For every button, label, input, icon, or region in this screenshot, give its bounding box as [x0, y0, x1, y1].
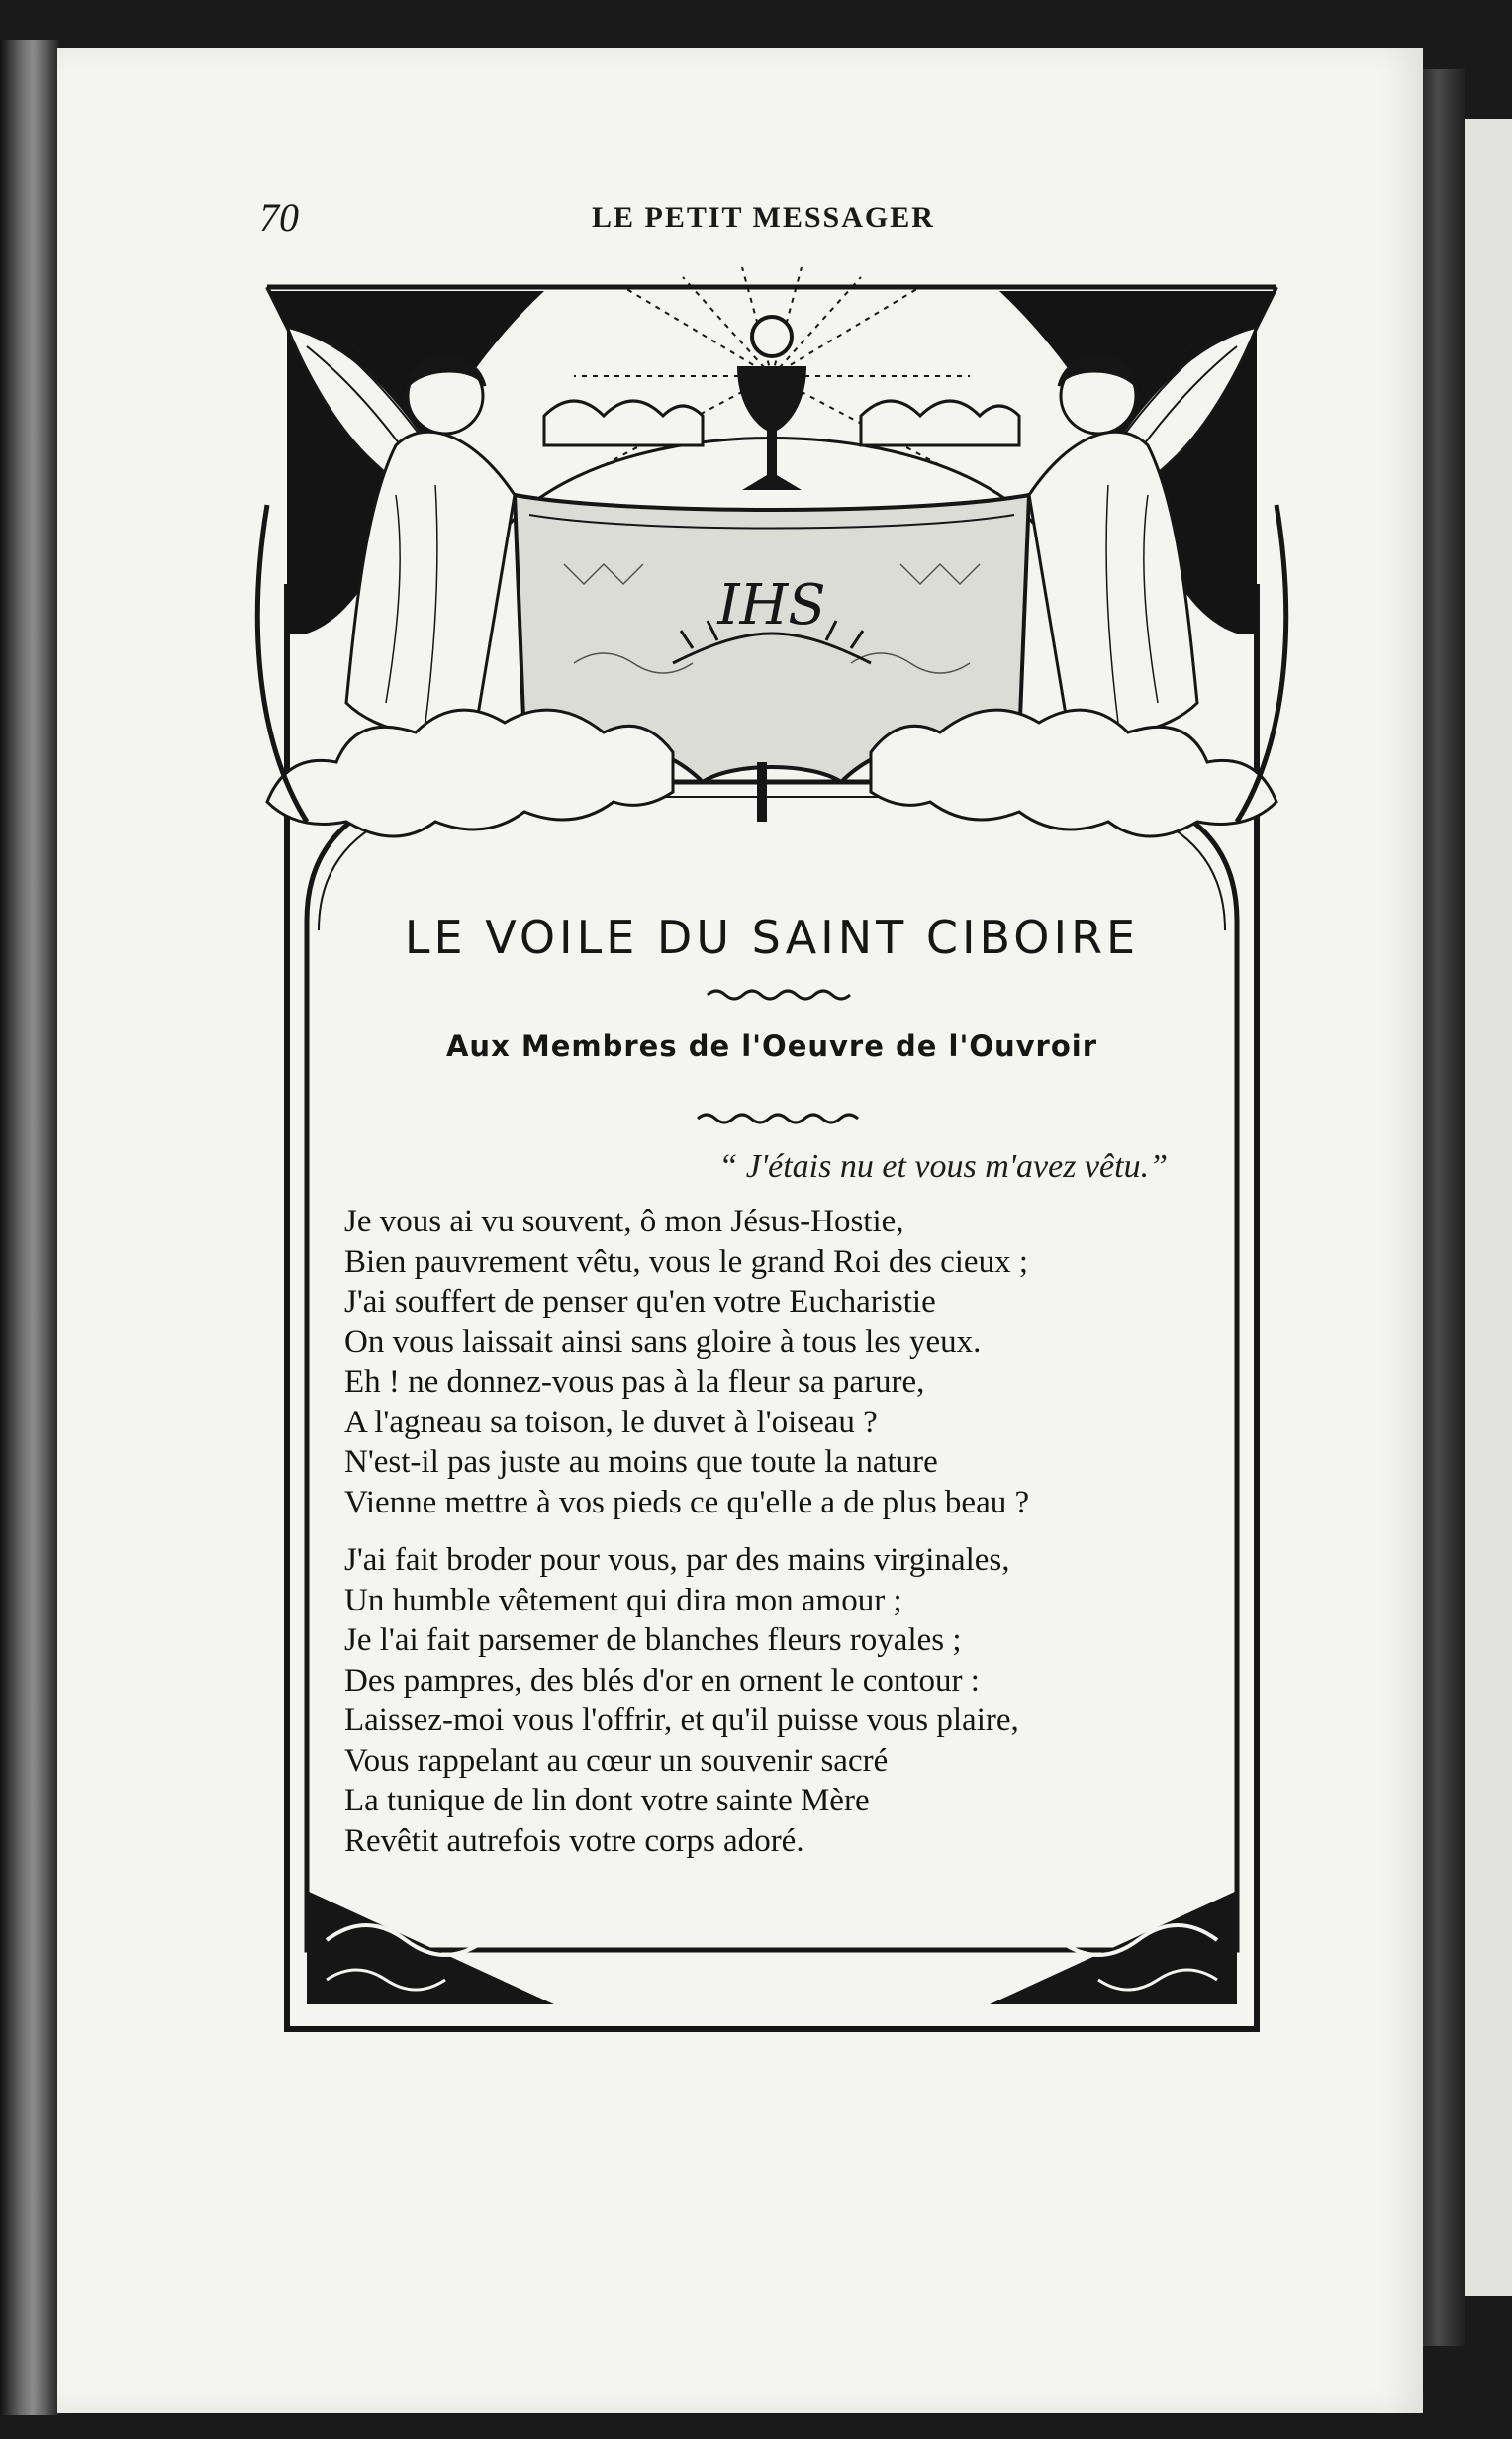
- verse-line: Eh ! ne donnez-vous pas à la fleur sa parure,: [344, 1364, 925, 1400]
- verse-line: Vous rappelant au cœur un souvenir sacré: [344, 1742, 889, 1779]
- verse-line: La tunique de lin dont votre sainte Mère: [344, 1783, 870, 1818]
- verse-line: Laissez-moi vous l'offrir, et qu'il puisse vous plaire,: [344, 1703, 1019, 1738]
- poem-dedication: Aux Membres de l'Oeuvre de l'Ouvroir: [445, 1029, 1097, 1063]
- page-gutter-shadow: [1421, 69, 1465, 2346]
- verse-line: Bien pauvrement vêtu, vous le grand Roi des cieux ;: [344, 1243, 1029, 1280]
- verse-line: Des pampres, des blés d'or en ornent le contour :: [344, 1662, 980, 1699]
- verse-line: J'ai fait broder pour vous, par des mains virginales,: [344, 1542, 1010, 1578]
- verse-line: J'ai souffert de penser qu'en votre Eucharistie: [344, 1284, 936, 1319]
- verse-line: On vous laissait ainsi sans gloire à tous les yeux.: [344, 1323, 982, 1360]
- book-spine-edge: [0, 40, 59, 2415]
- verse-line: Je l'ai fait parsemer de blanches fleurs royales ;: [344, 1622, 962, 1658]
- facing-page-edge: [1465, 119, 1512, 2296]
- verse-line: Je vous ai vu souvent, ô mon Jésus-Hostie,: [344, 1204, 904, 1239]
- veil-monogram: IHS: [717, 573, 826, 637]
- poem-epigraph: “ J'étais nu et vous m'avez vêtu.”: [718, 1148, 1168, 1185]
- running-title: LE PETIT MESSAGER: [592, 201, 935, 234]
- verse-line: A l'agneau sa toison, le duvet à l'oiseau ?: [344, 1404, 878, 1440]
- verse-line: N'est-il pas juste au moins que toute la nature: [344, 1444, 938, 1480]
- verse-line: Revêtit autrefois votre corps adoré.: [344, 1822, 804, 1859]
- poem-title: LE VOILE DU SAINT CIBOIRE: [404, 911, 1140, 964]
- stanza-2: [344, 1540, 1235, 1861]
- verse-line: Un humble vêtement qui dira mon amour ;: [344, 1582, 902, 1618]
- stanza-1: [344, 1202, 1235, 1522]
- page-number: 70: [259, 195, 299, 240]
- verse-line: Vienne mettre à vos pieds ce qu'elle a de plus beau ?: [344, 1484, 1030, 1520]
